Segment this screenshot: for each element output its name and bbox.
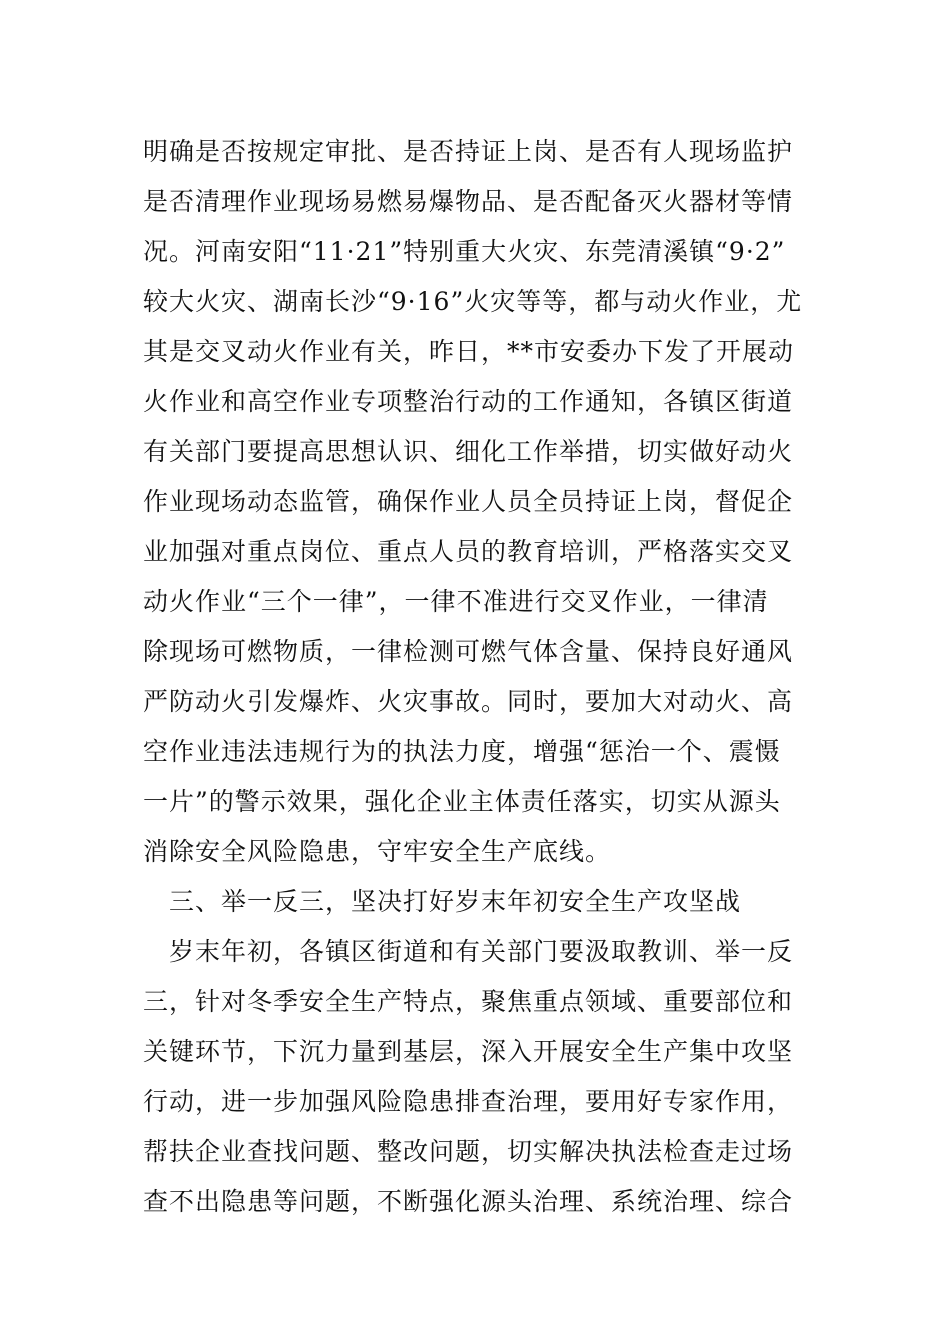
text-line: 查不出隐患等问题，不断强化源头治理、系统治理、综合 [143, 1187, 794, 1216]
text-line: 其是交叉动火作业有关，昨日，**市安委办下发了开展动 [143, 337, 795, 366]
text-line: 一片”的警示效果，强化企业主体责任落实，切实从源头 [143, 787, 781, 816]
text-line: 是否清理作业现场易燃易爆物品、是否配备灭火器材等情 [143, 187, 794, 216]
text-line: 有关部门要提高思想认识、细化工作举措，切实做好动火 [143, 437, 794, 466]
text-line: 业加强对重点岗位、重点人员的教育培训，严格落实交叉 [143, 537, 794, 566]
text-line: 除现场可燃物质，一律检测可燃气体含量、保持良好通风 [143, 637, 794, 666]
text-line: 况。河南安阳“11·21”特别重大火灾、东莞清溪镇“9·2” [143, 237, 786, 266]
text-line: 火作业和高空作业专项整治行动的工作通知，各镇区街道 [143, 387, 794, 416]
text-line: 帮扶企业查找问题、整改问题，切实解决执法检查走过场 [143, 1137, 794, 1166]
text-line: 空作业违法违规行为的执法力度，增强“惩治一个、震慑 [143, 737, 781, 766]
text-line: 关键环节，下沉力量到基层，深入开展安全生产集中攻坚 [143, 1037, 794, 1066]
text-line: 作业现场动态监管，确保作业人员全员持证上岗，督促企 [143, 487, 794, 516]
text-line: 行动，进一步加强风险隐患排查治理，要用好专家作用， [143, 1087, 794, 1116]
text-line: 明确是否按规定审批、是否持证上岗、是否有人现场监护 [143, 137, 794, 166]
text-line: 动火作业“三个一律”，一律不准进行交叉作业，一律清 [143, 587, 769, 616]
text-line: 消除安全风险隐患，守牢安全生产底线。 [143, 837, 612, 866]
section-heading: 三、举一反三，坚决打好岁末年初安全生产攻坚战 [143, 887, 742, 916]
text-line: 严防动火引发爆炸、火灾事故。同时，要加大对动火、高 [143, 687, 794, 716]
text-line: 岁末年初，各镇区街道和有关部门要汲取教训、举一反 [143, 937, 794, 966]
text-line: 较大火灾、湖南长沙“9·16”火灾等等，都与动火作业，尤 [143, 287, 803, 316]
body-text [143, 127, 823, 1227]
text-line: 三，针对冬季安全生产特点，聚焦重点领域、重要部位和 [143, 987, 794, 1016]
